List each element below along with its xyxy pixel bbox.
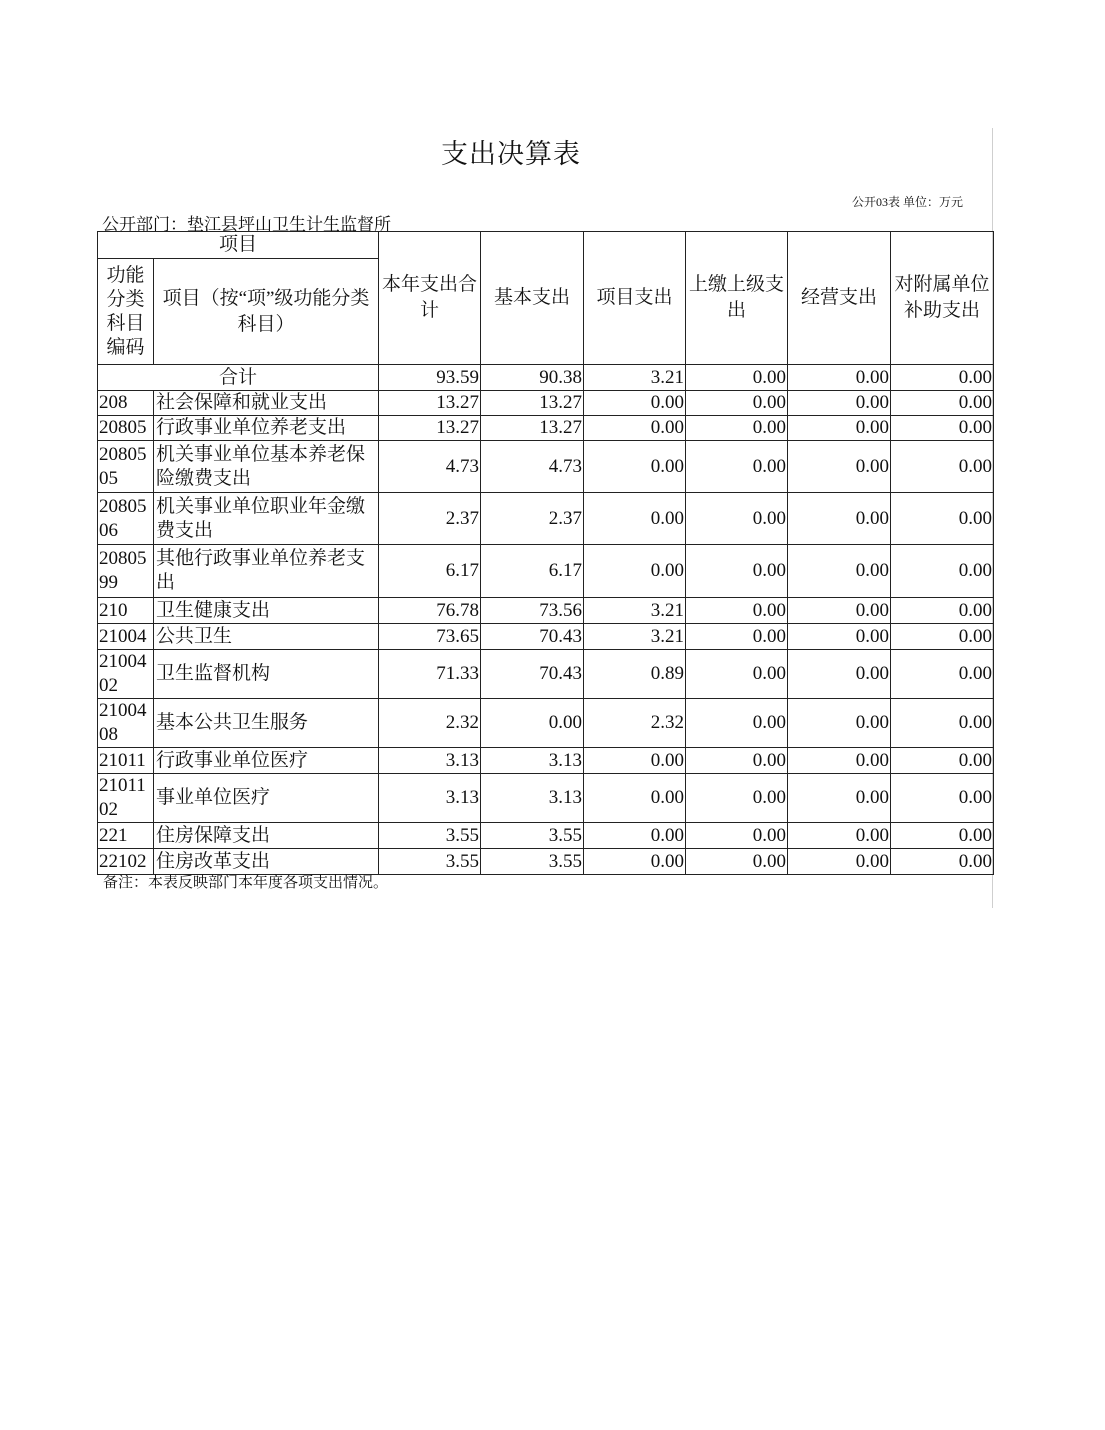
row-code: 20805	[98, 416, 154, 441]
row-basic: 0.00	[481, 699, 584, 748]
table-row	[98, 416, 994, 441]
row-upper: 0.00	[686, 545, 788, 598]
row-total: 13.27	[379, 416, 481, 441]
row-subsidy: 0.00	[891, 823, 994, 849]
row-basic: 3.55	[481, 823, 584, 849]
row-project-expense: 0.00	[584, 416, 686, 441]
row-business: 0.00	[788, 391, 891, 416]
row-code: 2100402	[98, 650, 154, 699]
row-name: 公共卫生	[154, 624, 379, 650]
row-upper: 0.00	[686, 748, 788, 774]
row-subsidy: 0.00	[891, 545, 994, 598]
row-business: 0.00	[788, 545, 891, 598]
row-upper: 0.00	[686, 823, 788, 849]
row-name: 住房保障支出	[154, 823, 379, 849]
row-subsidy: 0.00	[891, 650, 994, 699]
table-row	[98, 650, 994, 699]
total-row-subsidy: 0.00	[891, 365, 994, 391]
table-row	[98, 598, 994, 624]
row-project-expense: 3.21	[584, 624, 686, 650]
row-subsidy: 0.00	[891, 774, 994, 823]
row-subsidy: 0.00	[891, 493, 994, 545]
total-row-project-expense: 3.21	[584, 365, 686, 391]
row-project-expense: 2.32	[584, 699, 686, 748]
row-name: 卫生健康支出	[154, 598, 379, 624]
row-business: 0.00	[788, 650, 891, 699]
row-subsidy: 0.00	[891, 416, 994, 441]
row-total: 3.55	[379, 849, 481, 875]
department-label: 公开部门：垫江县坪山卫生计生监督所	[102, 215, 391, 234]
row-project-expense: 0.00	[584, 823, 686, 849]
row-upper: 0.00	[686, 849, 788, 875]
row-subsidy: 0.00	[891, 624, 994, 650]
row-name: 机关事业单位基本养老保险缴费支出	[154, 441, 379, 493]
row-upper: 0.00	[686, 624, 788, 650]
total-row-business: 0.00	[788, 365, 891, 391]
row-project-expense: 0.00	[584, 748, 686, 774]
total-row-total: 93.59	[379, 365, 481, 391]
header-name: 项目（按“项”级功能分类科目）	[154, 259, 379, 365]
row-project-expense: 3.21	[584, 598, 686, 624]
row-project-expense: 0.00	[584, 441, 686, 493]
row-upper: 0.00	[686, 416, 788, 441]
row-upper: 0.00	[686, 650, 788, 699]
row-name: 行政事业单位医疗	[154, 748, 379, 774]
row-project-expense: 0.00	[584, 774, 686, 823]
row-code: 221	[98, 823, 154, 849]
header-project-expense: 项目支出	[584, 232, 686, 365]
row-name: 基本公共卫生服务	[154, 699, 379, 748]
row-business: 0.00	[788, 849, 891, 875]
header-code: 功能分类科目编码	[98, 259, 154, 365]
row-code: 208	[98, 391, 154, 416]
row-total: 13.27	[379, 391, 481, 416]
row-project-expense: 0.00	[584, 545, 686, 598]
table-row	[98, 823, 994, 849]
header-subsidy: 对附属单位补助支出	[891, 232, 994, 365]
table-number-unit: 公开03表 单位：万元	[852, 195, 964, 209]
row-total: 3.13	[379, 774, 481, 823]
row-total: 71.33	[379, 650, 481, 699]
table-row	[98, 699, 994, 748]
row-name: 事业单位医疗	[154, 774, 379, 823]
row-total: 73.65	[379, 624, 481, 650]
row-business: 0.00	[788, 493, 891, 545]
row-business: 0.00	[788, 748, 891, 774]
row-business: 0.00	[788, 774, 891, 823]
row-code: 2101102	[98, 774, 154, 823]
table-row	[98, 545, 994, 598]
row-total: 3.55	[379, 823, 481, 849]
row-project-expense: 0.00	[584, 493, 686, 545]
row-project-expense: 0.00	[584, 849, 686, 875]
header-total: 本年支出合计	[379, 232, 481, 365]
row-basic: 70.43	[481, 624, 584, 650]
row-subsidy: 0.00	[891, 849, 994, 875]
row-subsidy: 0.00	[891, 748, 994, 774]
row-name: 住房改革支出	[154, 849, 379, 875]
row-basic: 13.27	[481, 416, 584, 441]
row-upper: 0.00	[686, 441, 788, 493]
page-title: 支出决算表	[441, 139, 581, 170]
row-total: 2.37	[379, 493, 481, 545]
header-basic: 基本支出	[481, 232, 584, 365]
table-row	[98, 624, 994, 650]
row-business: 0.00	[788, 416, 891, 441]
row-total: 6.17	[379, 545, 481, 598]
row-project-expense: 0.00	[584, 391, 686, 416]
row-subsidy: 0.00	[891, 441, 994, 493]
row-business: 0.00	[788, 598, 891, 624]
table-row	[98, 493, 994, 545]
table-note: 备注：本表反映部门本年度各项支出情况。	[103, 875, 389, 891]
header-business: 经营支出	[788, 232, 891, 365]
table-row	[98, 748, 994, 774]
row-name: 卫生监督机构	[154, 650, 379, 699]
total-label: 合计	[98, 365, 379, 391]
table-row	[98, 774, 994, 823]
table-row	[98, 441, 994, 493]
row-business: 0.00	[788, 441, 891, 493]
row-basic: 70.43	[481, 650, 584, 699]
row-business: 0.00	[788, 699, 891, 748]
row-basic: 73.56	[481, 598, 584, 624]
row-code: 21004	[98, 624, 154, 650]
expense-table	[97, 231, 994, 875]
table-row	[98, 391, 994, 416]
row-basic: 3.13	[481, 748, 584, 774]
row-name: 其他行政事业单位养老支出	[154, 545, 379, 598]
row-code: 22102	[98, 849, 154, 875]
row-code: 210	[98, 598, 154, 624]
row-code: 2080599	[98, 545, 154, 598]
row-upper: 0.00	[686, 598, 788, 624]
row-upper: 0.00	[686, 391, 788, 416]
row-business: 0.00	[788, 823, 891, 849]
row-upper: 0.00	[686, 699, 788, 748]
row-basic: 3.55	[481, 849, 584, 875]
row-business: 0.00	[788, 624, 891, 650]
row-subsidy: 0.00	[891, 699, 994, 748]
row-total: 2.32	[379, 699, 481, 748]
row-code: 2080505	[98, 441, 154, 493]
header-project: 项目	[98, 232, 379, 259]
total-row	[98, 365, 994, 391]
header-upper: 上缴上级支出	[686, 232, 788, 365]
row-code: 2080506	[98, 493, 154, 545]
row-name: 社会保障和就业支出	[154, 391, 379, 416]
row-basic: 2.37	[481, 493, 584, 545]
row-basic: 4.73	[481, 441, 584, 493]
row-basic: 3.13	[481, 774, 584, 823]
row-project-expense: 0.89	[584, 650, 686, 699]
total-row-basic: 90.38	[481, 365, 584, 391]
row-code: 21011	[98, 748, 154, 774]
row-name: 机关事业单位职业年金缴费支出	[154, 493, 379, 545]
row-subsidy: 0.00	[891, 391, 994, 416]
row-code: 2100408	[98, 699, 154, 748]
table-body	[98, 365, 994, 875]
row-upper: 0.00	[686, 493, 788, 545]
row-upper: 0.00	[686, 774, 788, 823]
total-row-upper: 0.00	[686, 365, 788, 391]
row-name: 行政事业单位养老支出	[154, 416, 379, 441]
row-total: 3.13	[379, 748, 481, 774]
row-subsidy: 0.00	[891, 598, 994, 624]
row-basic: 6.17	[481, 545, 584, 598]
row-total: 76.78	[379, 598, 481, 624]
row-total: 4.73	[379, 441, 481, 493]
row-basic: 13.27	[481, 391, 584, 416]
